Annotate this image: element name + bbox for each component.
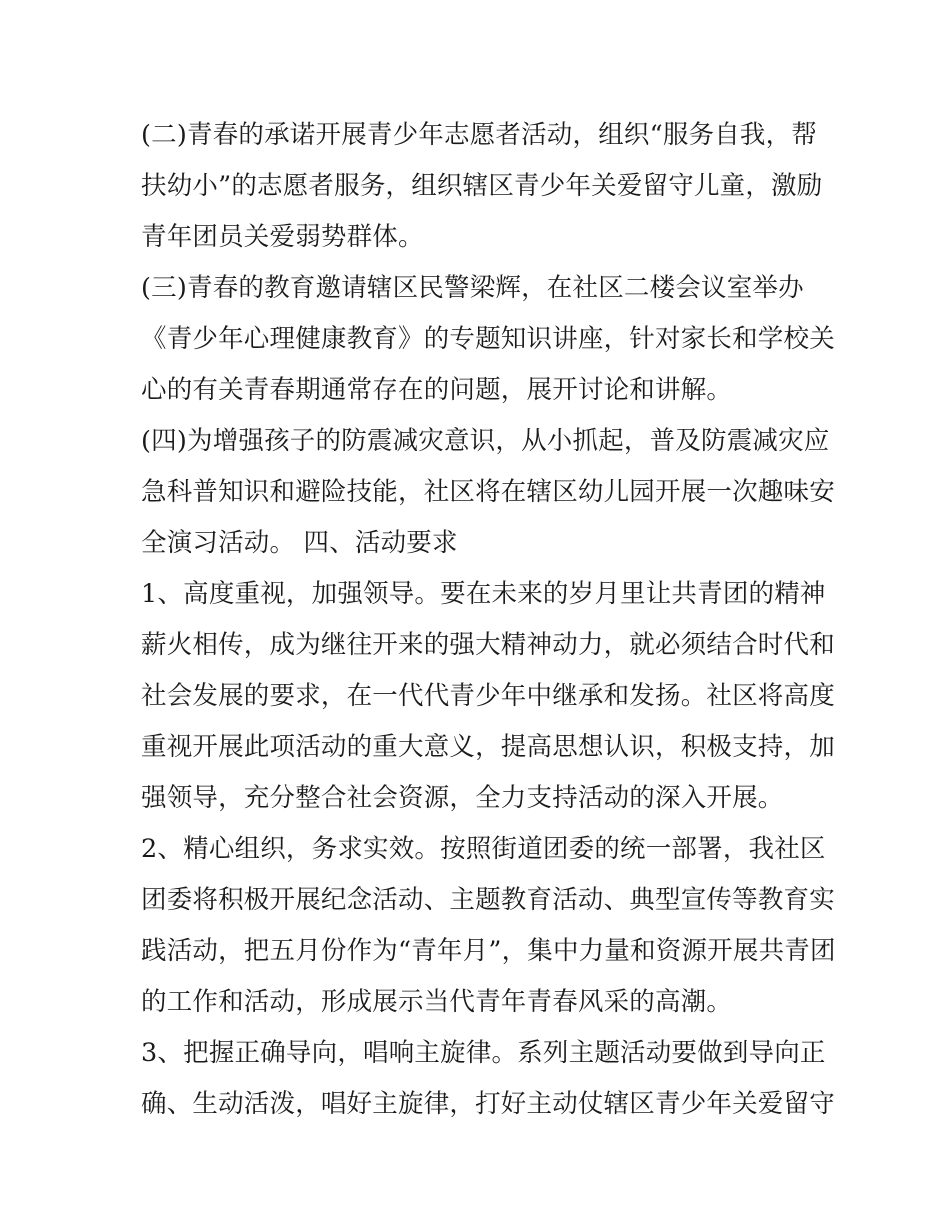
- text-line: 心的有关青春期通常存在的问题，展开讨论和讲解。: [141, 375, 733, 405]
- text-line: 扶幼小”的志愿者服务，组织辖区青少年关爱留守儿童，激励: [141, 171, 823, 201]
- text-line: 2、精心组织，务求实效。按照街道团委的统一部署，我社区: [141, 834, 826, 864]
- text-line: 确、生动活泼，唱好主旋律，打好主动仗辖区青少年关爱留守: [141, 1089, 835, 1119]
- text-line: 全演习活动。 四、活动要求: [141, 528, 458, 558]
- text-line: 的工作和活动，形成展示当代青年青春风采的高潮。: [141, 987, 733, 1017]
- text-line: (二)青春的承诺开展青少年志愿者活动，组织“服务自我，帮: [141, 120, 818, 150]
- text-line: (三)青春的教育邀请辖区民警梁辉，在社区二楼会议室举办: [141, 273, 804, 303]
- text-line: 1、高度重视，加强领导。要在未来的岁月里让共青团的精神: [141, 579, 826, 609]
- text-line: 青年团员关爱弱势群体。: [141, 222, 424, 252]
- text-line: 薪火相传，成为继往开来的强大精神动力，就必须结合时代和: [141, 630, 835, 660]
- text-line: 重视开展此项活动的重大意义，提高思想认识，积极支持，加: [141, 732, 835, 762]
- text-line: 《青少年心理健康教育》的专题知识讲座，针对家长和学校关: [141, 324, 835, 354]
- text-line: 践活动，把五月份作为“青年月”，集中力量和资源开展共青团: [141, 936, 836, 966]
- text-line: 强领导，充分整合社会资源，全力支持活动的深入开展。: [141, 783, 784, 813]
- text-line: 社会发展的要求，在一代代青少年中继承和发扬。社区将高度: [141, 681, 835, 711]
- text-line: 急科普知识和避险技能，社区将在辖区幼儿园开展一次趣味安: [141, 477, 835, 507]
- document-body: [141, 110, 836, 1130]
- text-line: 3、把握正确导向，唱响主旋律。系列主题活动要做到导向正: [141, 1038, 826, 1068]
- text-line: (四)为增强孩子的防震减灾意识，从小抓起，普及防震减灾应: [141, 426, 830, 456]
- text-line: 团委将积极开展纪念活动、主题教育活动、典型宣传等教育实: [141, 885, 835, 915]
